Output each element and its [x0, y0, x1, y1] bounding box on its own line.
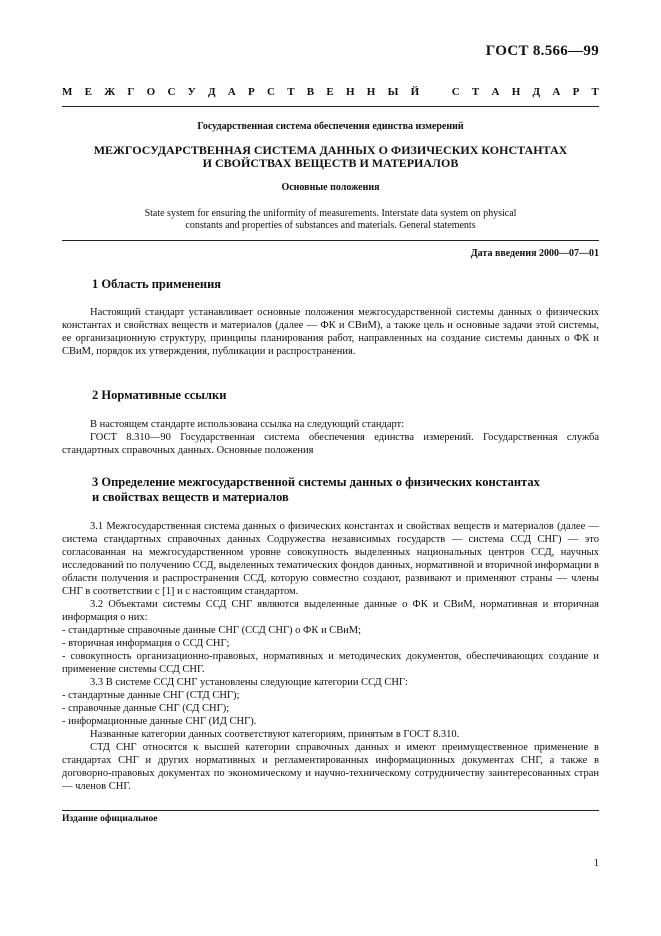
banner-gap: [431, 86, 439, 98]
banner-letter: Т: [471, 86, 480, 98]
section2-body: [62, 418, 599, 457]
main-title-line1: МЕЖГОСУДАРСТВЕННАЯ СИСТЕМА ДАННЫХ О ФИЗИЧЕСКИХ КОНСТАНТАХ: [93, 143, 568, 157]
section1-heading: 1 Область применения: [92, 277, 222, 291]
section3-body: [62, 520, 599, 793]
clause-3-2: 3.2 Объектами системы ССД СНГ являются выделенные данные о ФК и СВиМ, нормативная и вторичная информация о них:: [62, 599, 599, 623]
clause-3-2-item3: - совокупность организационно-правовых, нормативных и методических документов, обеспечивающих создание и применение системы ССД СНГ.: [62, 651, 599, 675]
footer-rule: [62, 810, 599, 811]
banner-letter: Д: [207, 86, 216, 98]
section3-heading: [92, 475, 599, 505]
banner-letter: Г: [127, 86, 135, 98]
main-title-line2: И СВОЙСТВАХ ВЕЩЕСТВ И МАТЕРИАЛОВ: [202, 156, 459, 170]
title-rule: [62, 240, 599, 241]
banner-letter: С: [266, 86, 275, 98]
banner-letter: Н: [366, 86, 376, 98]
introduction-date: Дата введения 2000—07—01: [470, 248, 599, 259]
section3-heading-line2: и свойствах веществ и материалов: [92, 490, 289, 504]
banner-letter: А: [491, 86, 500, 98]
banner-letter: С: [167, 86, 176, 98]
categories-note: Названные категории данных соответствуют категориям, принятым в ГОСТ 8.310.: [90, 729, 460, 740]
interstate-standard-banner: [62, 86, 599, 98]
banner-letter: Ы: [387, 86, 399, 98]
official-edition-label: Издание официальное: [62, 814, 158, 824]
subtitle: Основные положения: [281, 182, 380, 193]
english-title-line2: constants and properties of substances and materials. General statements: [185, 220, 476, 231]
section3-heading-line1: 3 Определение межгосударственной системы данных о физических константах: [92, 475, 540, 489]
banner-letter: О: [146, 86, 156, 98]
clause-3-3-item2: - справочные данные СНГ (СД СНГ);: [62, 703, 230, 714]
clause-3-2-item2: - вторичная информация о ССД СНГ;: [62, 638, 230, 649]
clause-3-2-item1: - стандартные справочные данные СНГ (ССД СНГ) о ФК и СВиМ;: [62, 625, 362, 636]
english-title-line1: State system for ensuring the uniformity of measurements. Interstate data system on physical: [144, 208, 517, 219]
banner-letter: Н: [345, 86, 355, 98]
banner-letter: У: [187, 86, 196, 98]
banner-letter: Д: [532, 86, 541, 98]
clause-3-3-item3: - информационные данные СНГ (ИД СНГ).: [62, 716, 257, 727]
top-rule: [62, 106, 599, 107]
banner-letter: А: [227, 86, 236, 98]
std-cis-paragraph: СТД СНГ относятся к высшей категории справочных данных и имеют преимущественное применение в стандартах СНГ и других нормативных и регламентированных информационных документах СНГ, а также в договорно-правовых документах по экономическому и научно-техническому сотрудничеству заинтересованных стран — членов СНГ.: [62, 742, 599, 792]
banner-letter: Ж: [104, 86, 116, 98]
banner-letter: Т: [591, 86, 599, 98]
clause-3-1: 3.1 Межгосударственная система данных о физических константах и свойствах веществ и материалов (далее — система стандартных справочных данных Содружества независимых государств — система ССД СНГ) — это согласованная на межгосударственном уровне совокупность выделенных национальных центров ССД, научных исследований по получению ССД, выделенных тематических фондов данных, нормативной и вторичной информации в области получения и распространения ССД, которую совместно создают, развивают и применяют страны — члены СНГ в соответствии с [1] и с настоящим стандартом.: [62, 521, 599, 597]
page-number: 1: [593, 858, 599, 869]
banner-letter: Т: [287, 86, 295, 98]
banner-letter: В: [306, 86, 315, 98]
banner-letter: Й: [410, 86, 420, 98]
clause-3-3: 3.3 В системе ССД СНГ установлены следующие категории ССД СНГ:: [90, 677, 408, 688]
banner-letter: Е: [84, 86, 92, 98]
english-title: [62, 208, 599, 232]
section2-paragraph2: ГОСТ 8.310—90 Государственная система обеспечения единства измерений. Государственная служба стандартных справочных данных. Основные положения: [62, 432, 599, 456]
banner-letter: Н: [511, 86, 521, 98]
banner-letter: Е: [326, 86, 334, 98]
section1-body: [62, 306, 599, 358]
section2-paragraph1: В настоящем стандарте использована ссылка на следующий стандарт:: [90, 419, 405, 430]
banner-letter: М: [62, 86, 73, 98]
banner-letter: А: [552, 86, 561, 98]
banner-letter: С: [451, 86, 460, 98]
state-system-line: Государственная система обеспечения единства измерений: [197, 121, 464, 132]
main-title: [62, 144, 599, 170]
clause-3-3-item1: - стандартные данные СНГ (СТД СНГ);: [62, 690, 240, 701]
gost-code: ГОСТ 8.566—99: [485, 43, 599, 59]
section2-heading: 2 Нормативные ссылки: [92, 388, 227, 402]
banner-letter: Р: [572, 86, 580, 98]
banner-letter: Р: [248, 86, 255, 98]
section1-paragraph: Настоящий стандарт устанавливает основные положения межгосударственной системы данных о физических константах и свойствах веществ и материалов (далее — ФК и СВиМ), а также цель и основные задачи этой системы, ее организационную структуру, принципы планирования работ, направленных на создание системы данных о ФК и СВиМ, порядок их утверждения, публикации и распространения.: [62, 307, 599, 357]
